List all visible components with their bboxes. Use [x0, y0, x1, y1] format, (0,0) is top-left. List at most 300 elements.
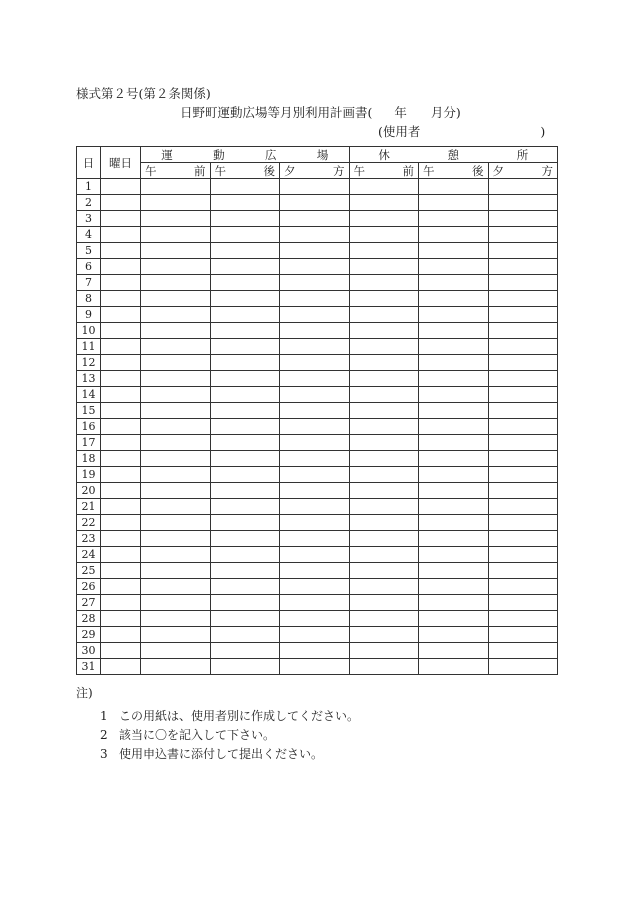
slot-cell[interactable]: [141, 499, 211, 515]
slot-cell[interactable]: [349, 659, 419, 675]
slot-cell[interactable]: [210, 323, 280, 339]
slot-cell[interactable]: [488, 515, 558, 531]
note-item: [100, 707, 359, 726]
weekday-cell[interactable]: [101, 355, 141, 371]
slot-cell[interactable]: [280, 531, 350, 547]
weekday-cell[interactable]: [101, 227, 141, 243]
table-row: [77, 659, 558, 675]
slot-cell[interactable]: [349, 531, 419, 547]
table-row: [77, 243, 558, 259]
area-header-char: 憩: [447, 147, 460, 162]
table-row: [77, 467, 558, 483]
title-month-label: 月分): [430, 105, 461, 120]
slot-cell[interactable]: [141, 611, 211, 627]
slot-cell[interactable]: [349, 499, 419, 515]
slot-cell[interactable]: [210, 579, 280, 595]
slot-cell[interactable]: [141, 547, 211, 563]
table-row: [77, 275, 558, 291]
weekday-cell[interactable]: [101, 515, 141, 531]
slot-cell[interactable]: [141, 323, 211, 339]
slot-cell[interactable]: [210, 467, 280, 483]
day-number: 13: [77, 371, 101, 387]
slot-cell[interactable]: [488, 627, 558, 643]
slot-header: [141, 163, 211, 179]
slot-cell[interactable]: [488, 547, 558, 563]
slot-cell[interactable]: [280, 355, 350, 371]
slot-header-char: 後: [263, 163, 275, 178]
slot-cell[interactable]: [210, 531, 280, 547]
slot-cell[interactable]: [210, 355, 280, 371]
table-row: [77, 499, 558, 515]
slot-cell[interactable]: [488, 419, 558, 435]
weekday-cell[interactable]: [101, 195, 141, 211]
slot-cell[interactable]: [280, 643, 350, 659]
slot-header: [488, 163, 558, 179]
day-number: 21: [77, 499, 101, 515]
slot-cell[interactable]: [419, 643, 489, 659]
area-header-sports-field: [141, 147, 350, 163]
slot-cell[interactable]: [419, 595, 489, 611]
slot-cell[interactable]: [488, 467, 558, 483]
slot-cell[interactable]: [419, 227, 489, 243]
table-row: [77, 259, 558, 275]
slot-cell[interactable]: [488, 371, 558, 387]
slot-cell[interactable]: [419, 275, 489, 291]
table-row: [77, 307, 558, 323]
slot-cell[interactable]: [419, 563, 489, 579]
slot-cell[interactable]: [210, 371, 280, 387]
slot-cell[interactable]: [419, 499, 489, 515]
slot-cell[interactable]: [210, 291, 280, 307]
slot-header-char: 前: [402, 163, 415, 178]
weekday-cell[interactable]: [101, 643, 141, 659]
slot-cell[interactable]: [488, 339, 558, 355]
slot-cell[interactable]: [141, 307, 211, 323]
table-row: [77, 563, 558, 579]
notes-section: [76, 684, 359, 764]
weekday-cell[interactable]: [101, 371, 141, 387]
slot-cell[interactable]: [210, 547, 280, 563]
slot-cell[interactable]: [488, 643, 558, 659]
slot-cell[interactable]: [488, 323, 558, 339]
slot-cell[interactable]: [280, 403, 350, 419]
note-text: この用紙は、使用者別に作成してください。: [119, 709, 360, 723]
slot-cell[interactable]: [488, 659, 558, 675]
slot-cell[interactable]: [280, 435, 350, 451]
slot-cell[interactable]: [210, 419, 280, 435]
slot-cell[interactable]: [419, 339, 489, 355]
title-year-label: 年: [394, 105, 407, 120]
day-number: 16: [77, 419, 101, 435]
day-number: 17: [77, 435, 101, 451]
slot-cell[interactable]: [488, 179, 558, 195]
slot-cell[interactable]: [280, 259, 350, 275]
slot-cell[interactable]: [349, 211, 419, 227]
slot-cell[interactable]: [349, 515, 419, 531]
note-item: [100, 726, 359, 745]
slot-cell[interactable]: [141, 355, 211, 371]
slot-cell[interactable]: [210, 515, 280, 531]
slot-cell[interactable]: [349, 307, 419, 323]
slot-cell[interactable]: [419, 211, 489, 227]
slot-cell[interactable]: [419, 611, 489, 627]
weekday-cell[interactable]: [101, 659, 141, 675]
slot-cell[interactable]: [141, 451, 211, 467]
slot-cell[interactable]: [280, 387, 350, 403]
slot-cell[interactable]: [349, 179, 419, 195]
slot-cell[interactable]: [419, 355, 489, 371]
slot-cell[interactable]: [141, 419, 211, 435]
slot-cell[interactable]: [419, 371, 489, 387]
slot-cell[interactable]: [349, 291, 419, 307]
slot-cell[interactable]: [141, 467, 211, 483]
table-row: [77, 339, 558, 355]
slot-cell[interactable]: [280, 419, 350, 435]
slot-cell[interactable]: [210, 435, 280, 451]
slot-header-char: 午: [353, 163, 366, 178]
weekday-cell[interactable]: [101, 547, 141, 563]
slot-cell[interactable]: [349, 579, 419, 595]
slot-cell[interactable]: [210, 243, 280, 259]
slot-cell[interactable]: [349, 547, 419, 563]
slot-cell[interactable]: [280, 627, 350, 643]
slot-cell[interactable]: [349, 371, 419, 387]
weekday-cell[interactable]: [101, 419, 141, 435]
slot-cell[interactable]: [210, 211, 280, 227]
slot-cell[interactable]: [210, 627, 280, 643]
slot-cell[interactable]: [141, 339, 211, 355]
slot-cell[interactable]: [280, 227, 350, 243]
slot-cell[interactable]: [280, 371, 350, 387]
slot-cell[interactable]: [488, 435, 558, 451]
slot-header-char: 夕: [284, 163, 296, 178]
slot-cell[interactable]: [488, 291, 558, 307]
slot-cell[interactable]: [488, 243, 558, 259]
slot-cell[interactable]: [141, 659, 211, 675]
slot-cell[interactable]: [280, 275, 350, 291]
slot-cell[interactable]: [349, 195, 419, 211]
slot-cell[interactable]: [210, 451, 280, 467]
slot-cell[interactable]: [349, 243, 419, 259]
slot-cell[interactable]: [488, 227, 558, 243]
note-number: 3: [100, 747, 108, 761]
day-number: 31: [77, 659, 101, 675]
day-number: 28: [77, 611, 101, 627]
slot-cell[interactable]: [210, 611, 280, 627]
slot-cell[interactable]: [280, 291, 350, 307]
weekday-cell[interactable]: [101, 595, 141, 611]
slot-cell[interactable]: [349, 355, 419, 371]
slot-cell[interactable]: [488, 563, 558, 579]
weekday-cell[interactable]: [101, 275, 141, 291]
slot-cell[interactable]: [488, 259, 558, 275]
slot-cell[interactable]: [488, 611, 558, 627]
slot-cell[interactable]: [280, 307, 350, 323]
day-number: 11: [77, 339, 101, 355]
slot-cell[interactable]: [141, 643, 211, 659]
table-row: [77, 595, 558, 611]
slot-cell[interactable]: [210, 195, 280, 211]
note-number: 2: [100, 728, 108, 742]
table-row: [77, 579, 558, 595]
day-number: 29: [77, 627, 101, 643]
slot-cell[interactable]: [488, 211, 558, 227]
weekday-cell[interactable]: [101, 387, 141, 403]
slot-cell[interactable]: [349, 227, 419, 243]
slot-cell[interactable]: [349, 643, 419, 659]
slot-cell[interactable]: [488, 355, 558, 371]
slot-cell[interactable]: [210, 179, 280, 195]
slot-cell[interactable]: [141, 579, 211, 595]
day-number: 18: [77, 451, 101, 467]
schedule-table: [76, 146, 558, 675]
slot-cell[interactable]: [141, 227, 211, 243]
slot-cell[interactable]: [349, 563, 419, 579]
slot-cell[interactable]: [141, 371, 211, 387]
slot-cell[interactable]: [419, 467, 489, 483]
slot-header: [349, 163, 419, 179]
slot-cell[interactable]: [280, 339, 350, 355]
slot-header: [419, 163, 489, 179]
day-number: 12: [77, 355, 101, 371]
user-close-paren: ): [540, 124, 546, 139]
slot-cell[interactable]: [210, 483, 280, 499]
slot-cell[interactable]: [419, 515, 489, 531]
weekday-cell[interactable]: [101, 451, 141, 467]
day-number: 10: [77, 323, 101, 339]
table-row: [77, 227, 558, 243]
slot-cell[interactable]: [419, 627, 489, 643]
slot-cell[interactable]: [419, 451, 489, 467]
weekday-cell[interactable]: [101, 211, 141, 227]
day-number: 20: [77, 483, 101, 499]
slot-cell[interactable]: [280, 323, 350, 339]
day-number: 8: [77, 291, 101, 307]
day-number: 25: [77, 563, 101, 579]
note-number: 1: [100, 709, 108, 723]
slot-cell[interactable]: [419, 259, 489, 275]
table-row: [77, 211, 558, 227]
slot-cell[interactable]: [280, 547, 350, 563]
slot-cell[interactable]: [210, 339, 280, 355]
slot-cell[interactable]: [280, 515, 350, 531]
slot-cell[interactable]: [141, 387, 211, 403]
slot-cell[interactable]: [419, 547, 489, 563]
weekday-cell[interactable]: [101, 339, 141, 355]
slot-cell[interactable]: [349, 595, 419, 611]
slot-cell[interactable]: [349, 467, 419, 483]
note-text: 該当に〇を記入して下さい。: [119, 728, 276, 742]
weekday-cell[interactable]: [101, 291, 141, 307]
slot-cell[interactable]: [141, 403, 211, 419]
area-header-char: 場: [316, 147, 329, 162]
slot-cell[interactable]: [141, 627, 211, 643]
slot-cell[interactable]: [349, 483, 419, 499]
slot-cell[interactable]: [280, 563, 350, 579]
slot-cell[interactable]: [141, 179, 211, 195]
slot-cell[interactable]: [349, 275, 419, 291]
table-row: [77, 611, 558, 627]
slot-cell[interactable]: [141, 259, 211, 275]
slot-cell[interactable]: [488, 275, 558, 291]
slot-cell[interactable]: [419, 195, 489, 211]
weekday-cell[interactable]: [101, 611, 141, 627]
slot-header: [280, 163, 350, 179]
slot-cell[interactable]: [280, 179, 350, 195]
slot-cell[interactable]: [488, 483, 558, 499]
slot-cell[interactable]: [210, 227, 280, 243]
slot-cell[interactable]: [419, 659, 489, 675]
slot-cell[interactable]: [419, 579, 489, 595]
slot-cell[interactable]: [280, 595, 350, 611]
slot-cell[interactable]: [419, 243, 489, 259]
slot-cell[interactable]: [349, 259, 419, 275]
table-row: [77, 323, 558, 339]
slot-cell[interactable]: [210, 259, 280, 275]
slot-cell[interactable]: [210, 307, 280, 323]
slot-cell[interactable]: [419, 419, 489, 435]
slot-cell[interactable]: [488, 579, 558, 595]
slot-cell[interactable]: [141, 435, 211, 451]
slot-cell[interactable]: [349, 419, 419, 435]
slot-cell[interactable]: [488, 403, 558, 419]
slot-cell[interactable]: [349, 387, 419, 403]
page-title: [180, 103, 461, 121]
slot-cell[interactable]: [280, 579, 350, 595]
slot-cell[interactable]: [349, 611, 419, 627]
slot-cell[interactable]: [141, 483, 211, 499]
slot-cell[interactable]: [349, 451, 419, 467]
slot-cell[interactable]: [210, 499, 280, 515]
weekday-cell[interactable]: [101, 403, 141, 419]
slot-cell[interactable]: [419, 387, 489, 403]
area-header-char: 動: [213, 147, 225, 162]
area-header-char: 休: [378, 147, 390, 162]
slot-cell[interactable]: [280, 483, 350, 499]
table-row: [77, 435, 558, 451]
slot-cell[interactable]: [210, 387, 280, 403]
weekday-cell[interactable]: [101, 243, 141, 259]
slot-cell[interactable]: [280, 659, 350, 675]
area-header-rest-area: [349, 147, 558, 163]
slot-cell[interactable]: [488, 451, 558, 467]
day-number: 26: [77, 579, 101, 595]
slot-cell[interactable]: [210, 275, 280, 291]
day-number: 1: [77, 179, 101, 195]
table-row: [77, 195, 558, 211]
slot-cell[interactable]: [210, 659, 280, 675]
slot-cell[interactable]: [488, 195, 558, 211]
slot-cell[interactable]: [488, 307, 558, 323]
slot-header-char: 後: [472, 163, 484, 178]
slot-cell[interactable]: [280, 195, 350, 211]
weekday-cell[interactable]: [101, 579, 141, 595]
slot-cell[interactable]: [419, 435, 489, 451]
slot-cell[interactable]: [488, 531, 558, 547]
table-row: [77, 643, 558, 659]
slot-cell[interactable]: [280, 467, 350, 483]
slot-cell[interactable]: [280, 451, 350, 467]
day-number: 27: [77, 595, 101, 611]
weekday-cell[interactable]: [101, 531, 141, 547]
slot-cell[interactable]: [349, 339, 419, 355]
slot-cell[interactable]: [141, 243, 211, 259]
day-number: 6: [77, 259, 101, 275]
slot-cell[interactable]: [419, 403, 489, 419]
slot-cell[interactable]: [419, 291, 489, 307]
slot-cell[interactable]: [419, 531, 489, 547]
slot-cell[interactable]: [280, 211, 350, 227]
slot-cell[interactable]: [280, 499, 350, 515]
slot-cell[interactable]: [419, 323, 489, 339]
slot-cell[interactable]: [210, 595, 280, 611]
day-number: 22: [77, 515, 101, 531]
table-row: [77, 547, 558, 563]
slot-cell[interactable]: [349, 323, 419, 339]
table-row: [77, 451, 558, 467]
day-header: 日: [77, 147, 101, 179]
weekday-cell[interactable]: [101, 483, 141, 499]
slot-cell[interactable]: [419, 307, 489, 323]
slot-header-char: 夕: [492, 163, 505, 178]
table-row: [77, 371, 558, 387]
weekday-cell[interactable]: [101, 467, 141, 483]
day-number: 23: [77, 531, 101, 547]
slot-cell[interactable]: [210, 643, 280, 659]
slot-header-char: 午: [214, 163, 226, 178]
slot-cell[interactable]: [141, 563, 211, 579]
slot-cell[interactable]: [419, 483, 489, 499]
day-number: 5: [77, 243, 101, 259]
user-line: [378, 122, 545, 140]
slot-cell[interactable]: [141, 595, 211, 611]
weekday-cell[interactable]: [101, 563, 141, 579]
slot-header-char: 午: [145, 163, 157, 178]
slot-cell[interactable]: [349, 627, 419, 643]
table-row: [77, 403, 558, 419]
slot-cell[interactable]: [141, 531, 211, 547]
title-paren-open: (: [367, 105, 373, 120]
weekday-cell[interactable]: [101, 435, 141, 451]
slot-cell[interactable]: [488, 499, 558, 515]
table-row: [77, 531, 558, 547]
slot-cell[interactable]: [349, 403, 419, 419]
slot-cell[interactable]: [280, 243, 350, 259]
weekday-cell[interactable]: [101, 499, 141, 515]
slot-cell[interactable]: [141, 515, 211, 531]
day-number: 7: [77, 275, 101, 291]
weekday-cell[interactable]: [101, 307, 141, 323]
slot-cell[interactable]: [141, 195, 211, 211]
slot-cell[interactable]: [488, 387, 558, 403]
slot-header: [210, 163, 280, 179]
slot-cell[interactable]: [141, 291, 211, 307]
slot-cell[interactable]: [488, 595, 558, 611]
slot-cell[interactable]: [349, 435, 419, 451]
table-row: [77, 291, 558, 307]
weekday-cell[interactable]: [101, 259, 141, 275]
slot-cell[interactable]: [210, 403, 280, 419]
weekday-cell[interactable]: [101, 179, 141, 195]
slot-cell[interactable]: [280, 611, 350, 627]
slot-cell[interactable]: [419, 179, 489, 195]
slot-cell[interactable]: [141, 275, 211, 291]
slot-cell[interactable]: [141, 211, 211, 227]
weekday-cell[interactable]: [101, 323, 141, 339]
weekday-cell[interactable]: [101, 627, 141, 643]
table-row: [77, 483, 558, 499]
slot-cell[interactable]: [210, 563, 280, 579]
